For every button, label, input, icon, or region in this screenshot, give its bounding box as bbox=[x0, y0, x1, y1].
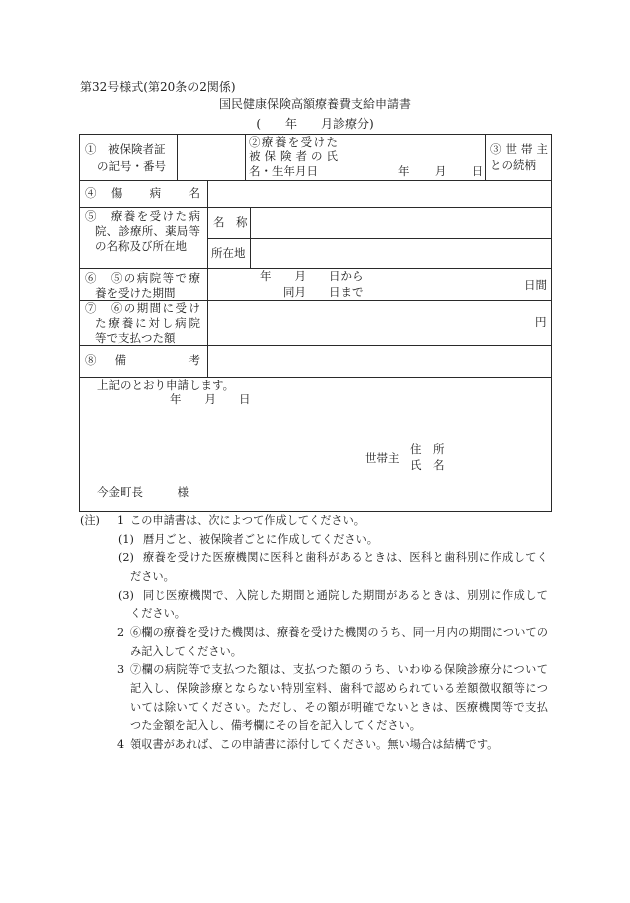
householder-name-label: 氏 名 bbox=[410, 458, 445, 472]
householder-label: 世帯主 bbox=[365, 451, 400, 465]
note-text: この申請書は、次によつて作成してください。 bbox=[130, 514, 365, 527]
note-text: ⑦欄の病院等で支払つた額は、支払つた額のうち、いわゆる保険診療分について bbox=[130, 663, 548, 676]
period-label: 養を受けた期間 bbox=[95, 286, 176, 300]
note-text: み記入してください。 bbox=[130, 645, 242, 658]
column-divider bbox=[485, 134, 486, 180]
column-divider bbox=[250, 207, 251, 268]
facility-address-label: 所在地 bbox=[211, 246, 246, 260]
note-text: ⑥欄の療養を受けた機関は、療養を受けた機関のうち、同一月内の期間についての bbox=[130, 626, 548, 639]
note-subnumber: (3) bbox=[118, 589, 134, 602]
note-text: つた金額を記入し、備考欄にその旨を記入してください。 bbox=[130, 719, 421, 732]
period-from: 年 月 日から bbox=[260, 269, 364, 283]
note-number: 2 bbox=[117, 626, 125, 639]
note-text: 同じ医療機関で、入院した期間と通院した期間があるときは、別別に作成して bbox=[143, 589, 548, 602]
note-text: 記入し、保険診療とならない特別室料、歯科で認められている差額徴収額等につ bbox=[130, 682, 548, 695]
relation-label: ③世帯主 bbox=[490, 142, 548, 156]
amount-unit: 円 bbox=[535, 315, 547, 329]
period-to: 同月 日まで bbox=[283, 285, 364, 299]
amount-label: ⑦ ⑥の期間に受け bbox=[85, 301, 200, 315]
note-subnumber: (1) bbox=[118, 533, 134, 546]
row-divider bbox=[79, 207, 551, 208]
relation-label: との続柄 bbox=[490, 158, 536, 172]
treatment-period: ( 年 月診療分) bbox=[256, 117, 374, 131]
patient-label: 名・生年月日 bbox=[249, 164, 318, 178]
addressee: 今金町長 様 bbox=[97, 485, 189, 499]
note-number: 1 bbox=[117, 514, 125, 527]
period-days-unit: 日間 bbox=[524, 278, 547, 292]
note-number: 4 bbox=[117, 738, 125, 751]
note-text: ださい。 bbox=[130, 570, 175, 583]
period-label: ⑥ ⑤の病院等で療 bbox=[85, 271, 200, 285]
row-divider bbox=[79, 180, 551, 181]
facility-label: の名称及び所在地 bbox=[95, 239, 187, 253]
insured-id-label: の記号・番号 bbox=[97, 159, 166, 173]
facility-label: ⑤ 療養を受けた病 bbox=[85, 209, 200, 223]
form-number: 第32号様式(第20条の2関係) bbox=[80, 80, 236, 94]
facility-label: 院、診療所、薬局等 bbox=[95, 224, 200, 238]
note-number: 3 bbox=[117, 663, 125, 676]
note-text: 療養を受けた医療機関に医科と歯科があるときは、医科と歯科別に作成してく bbox=[143, 551, 548, 564]
note-text: 暦月ごと、被保険者ごとに作成してください。 bbox=[143, 533, 378, 546]
notes-label: (注) bbox=[80, 514, 100, 527]
remarks-label: ⑧ 備 考 bbox=[85, 353, 200, 367]
note-text: 領収書があれば、この申請書に添付してください。無い場合は結構です。 bbox=[130, 738, 499, 751]
disease-label: ④ 傷 病 名 bbox=[85, 186, 200, 200]
birth-date-field: 年 月 日 bbox=[398, 164, 485, 178]
patient-label: 被保険者の氏 bbox=[249, 149, 338, 163]
insured-id-label: ① 被保険者証 bbox=[85, 142, 166, 156]
note-subnumber: (2) bbox=[118, 551, 134, 564]
amount-label: 等で支払つた額 bbox=[95, 331, 176, 345]
amount-label: た療養に対し病院 bbox=[95, 316, 200, 330]
facility-name-label: 名 称 bbox=[213, 215, 248, 229]
row-divider bbox=[79, 345, 551, 346]
householder-address-label: 住 所 bbox=[410, 442, 445, 456]
form-title: 国民健康保険高額療養費支給申請書 bbox=[218, 97, 411, 111]
patient-label: ②療養を受けた bbox=[249, 135, 338, 149]
column-divider bbox=[207, 180, 208, 377]
note-text: いては除いてください。ただし、その額が明確でないときは、医療機関等で支払 bbox=[130, 701, 548, 714]
column-divider bbox=[245, 134, 246, 180]
note-text: ください。 bbox=[130, 607, 186, 620]
application-statement: 上記のとおり申請します。 bbox=[97, 378, 235, 392]
column-divider bbox=[177, 134, 178, 180]
application-date: 年 月 日 bbox=[170, 392, 251, 406]
row-divider bbox=[207, 238, 551, 239]
